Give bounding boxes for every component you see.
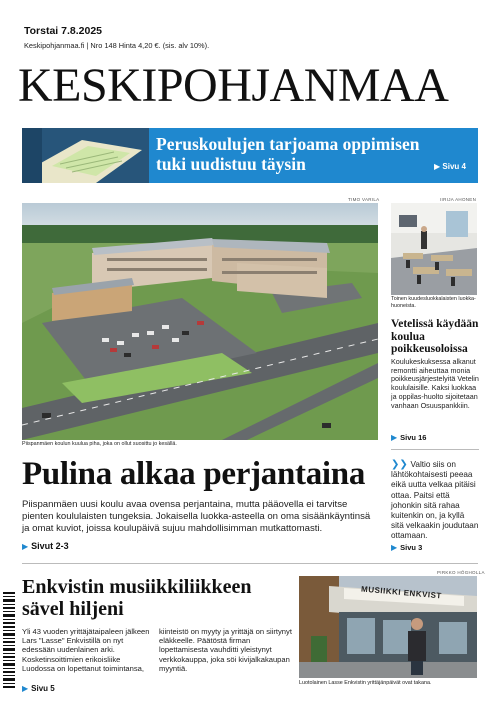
bottom-col-2: kiinteistö on myyty ja yrittäjä on siirtynyt eläkkeelle. Päätöstä firman lopettamisesta vauhditti yleistynyt verkkokauppa, joka söi kivijalkakaupan myyntiä.	[159, 627, 292, 673]
main-page-ref[interactable]: ▶ Sivut 2-3	[22, 541, 69, 551]
banner-title: Peruskoulujen tarjoama oppimisen tuki uudistuu täysin	[156, 134, 420, 174]
shop-front-photo	[299, 576, 477, 678]
bottom-headline: Enkvistin musiikkiliikkeen sävel hiljeni	[22, 576, 252, 620]
bottom-photo-credit: PIRKKO HÖGHOLLA	[437, 570, 485, 575]
side-page-ref[interactable]: ▶ Sivu 16	[391, 433, 427, 442]
bottom-page-ref[interactable]: ▶ Sivu 5	[22, 684, 55, 693]
classroom-photo	[391, 203, 477, 295]
masthead: KESKIPOHJANMAA	[18, 59, 449, 112]
side-text: Koulukeskuksessa alkanut remontti aiheuttaa monia poikkeusjärjestelyitä Vetelin koululaisille. Kaksi luokkaa ja oppilas-huolto sijoitetaan vanhaan Osuuspankkiin.	[391, 357, 479, 410]
shop-sign: MUSIIKKI ENKVIST	[360, 584, 443, 601]
triangle-icon: ▶	[391, 433, 398, 442]
quote-box	[391, 460, 479, 542]
triangle-icon: ▶	[391, 543, 398, 552]
triangle-icon: ▶	[22, 542, 29, 551]
school-aerial-photo	[22, 203, 378, 440]
triangle-icon: ▶	[22, 684, 29, 693]
photo-credit: TIMO VARILA	[348, 197, 380, 202]
issue-date: Torstai 7.8.2025	[24, 25, 103, 37]
triangle-icon: ▶	[434, 162, 443, 171]
divider	[391, 449, 479, 450]
main-lead: Piispanmäen uusi koulu avaa ovensa perjantaina, mutta pääovella ei tarvitse pienten koululaisten tungeksia. Jokaisella luokka-asteella on oma sisäänkäyntinsä ja omat kuviot, joissa koulupäivä sujuu mahdollisimman mutkattomasti.	[22, 499, 371, 535]
quote-text: ❯❯ Valtio siis on lähtökohtaisesti peeaa eikä uutta velkaa pitäisi ottaa. Paitsi että johonkin sitä rahaa kuitenkin on, ja kyllä sitä velkaakin joudutaan ottamaan.	[391, 459, 479, 541]
promo-banner[interactable]	[22, 128, 478, 183]
side-photo-credit: IIRIJA AHONEN	[440, 197, 477, 202]
banner-page-ref[interactable]: ▶ Sivu 4	[434, 162, 466, 171]
bottom-col-1: Yli 43 vuoden yrittäjätaipaleen jälkeen Lars "Lasse" Enkvistillä on nyt edessään uudenlainen arki. Kosketinsoittimien erikoisliike Luodossa on lopettanut toimintansa,	[22, 627, 150, 673]
quote-mark-icon: ❯❯	[391, 459, 411, 470]
section-divider	[22, 563, 478, 564]
bottom-photo-caption: Luotolainen Lasse Enkvistin yrittäjänpäivät ovat takana.	[299, 680, 432, 686]
barcode	[2, 590, 16, 690]
side-photo-caption: Toinen kuudesluokkalaisten luokka-huoneista.	[391, 296, 476, 309]
main-photo-caption: Piispanmäen koulun kuulua piha, joka on ollut suosittu jo kesällä.	[22, 441, 177, 447]
quote-page-ref[interactable]: ▶ Sivu 3	[391, 543, 423, 552]
main-headline: Pulina alkaa perjantaina	[22, 456, 366, 492]
banner-document-image	[22, 128, 149, 183]
issue-meta: Keskipohjanmaa.fi | Nro 148 Hinta 4,20 €. (sis. alv 10%).	[24, 41, 210, 50]
side-headline: Vetelissä käydään koulua poikkeusoloissa	[391, 318, 479, 355]
